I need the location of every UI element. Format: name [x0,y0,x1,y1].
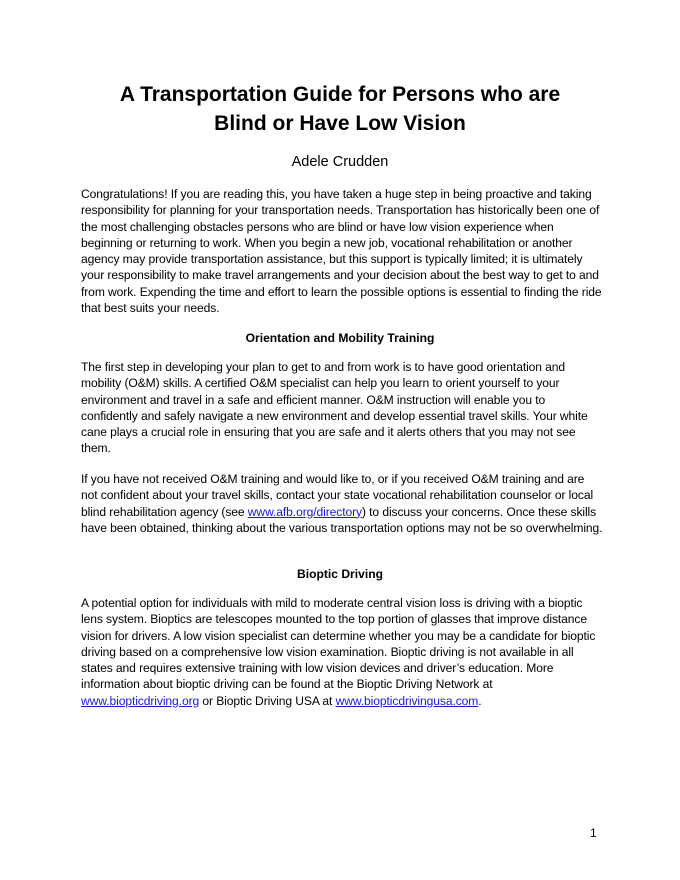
afb-directory-link[interactable]: www.afb.org/directory [247,504,362,519]
intro-paragraph: Congratulations! If you are reading this, you have taken a huge step in being proactive and taking responsibility for planning for your transportation needs. Transportation has historically been one of the most challenging obstacles persons who are blind or have low vision experience when beginning or returning to work. When you begin a new job, vocational rehabilitation or another agency may provide transportation assistance, but this support is typically limited; it is ultimately your responsibility to make travel arrangements and your decision about the best way to get to and from work. Expending the time and effort to learn the possible options is essential to finding the ride that best suits your needs. [81,187,602,316]
author-name: Adele Crudden [291,154,389,170]
section-heading-om: Orientation and Mobility Training [245,331,435,345]
om-paragraph-2-text-b: ) to discuss your concerns. Once these skills have been obtained, thinking about the various transportation options may not be so overwhelming. [81,504,603,535]
bioptic-paragraph [81,595,603,709]
bioptic-paragraph-text-b: or Bioptic Driving USA at [199,693,336,708]
om-paragraph-2 [81,471,603,536]
bioptic-driving-network-link[interactable]: www.biopticdriving.org [81,693,200,708]
bioptic-paragraph-text-a: A potential option for individuals with mild to moderate central vision loss is driving with a bioptic lens system. Bioptics are telescopes mounted to the top portion of glasses that improve distance vision for drivers. A low vision specialist can determine whether you may be a candidate for bioptic driving based on a comprehensive low vision examination. Bioptic driving is not available in all states and requires extensive training with low vision devices and driver’s education. More information about bioptic driving can be found at the Bioptic Driving Network at [81,596,596,692]
section-heading-bioptic: Bioptic Driving [296,567,383,581]
title-line-1: A Transportation Guide for Persons who are [119,83,561,106]
om-paragraph-2-text-a: If you have not received O&M training and would like to, or if you received O&M training and are not confident about your travel skills, contact your state vocational rehabilitation counselor or local blind rehabilitation agency (see [81,472,594,519]
title-line-2: Blind or Have Low Vision [214,112,466,135]
document-title [0,80,680,138]
bioptic-paragraph-text-c: . [478,693,482,708]
om-paragraph-1: The first step in developing your plan to get to and from work is to have good orientation and mobility (O&M) skills. A certified O&M specialist can help you learn to orient yourself to your environment and travel in a safe and efficient manner. O&M instruction will enable you to confidently and safely navigate a new environment and develop essential travel skills. Your white cane plays a crucial role in ensuring that you are safe and it alerts others that you may not see them. [81,360,588,456]
page-number: 1 [590,826,597,840]
bioptic-driving-usa-link[interactable]: www.biopticdrivingusa.com [335,693,479,708]
